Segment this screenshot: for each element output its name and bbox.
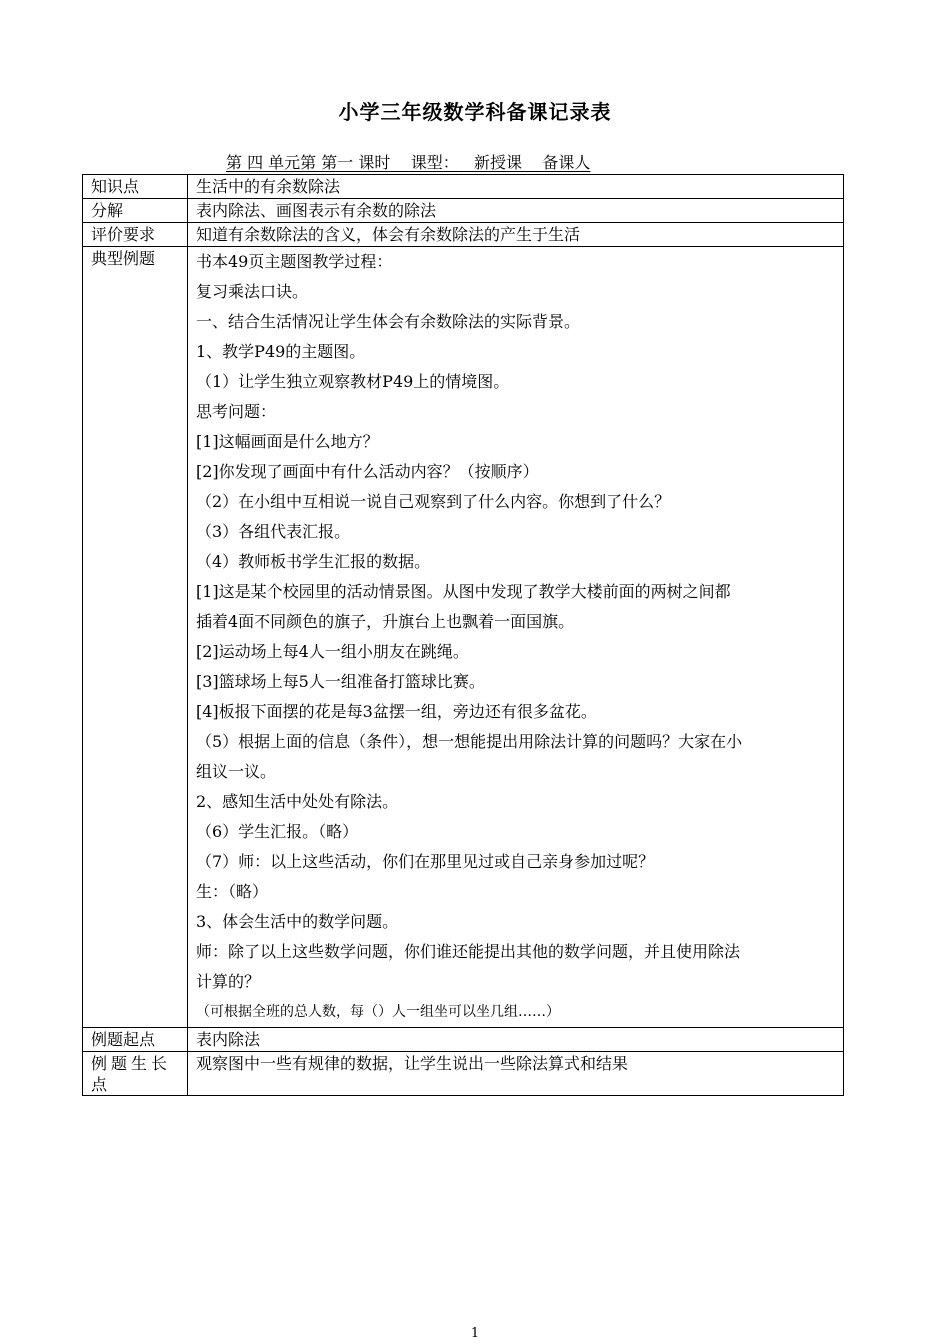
meta-preparer-label: 备课人 bbox=[542, 153, 591, 172]
example-line: （7）师：以上这些活动，你们在那里见过或自己亲身参加过呢？ bbox=[196, 852, 655, 871]
meta-type-value: 新授课 bbox=[473, 153, 522, 172]
example-line: （5）根据上面的信息（条件），想一想能提出用除法计算的问题吗？大家在小 bbox=[196, 732, 743, 751]
row-value: 生活中的有余数除法 bbox=[188, 175, 844, 199]
example-line: 计算的？ bbox=[196, 972, 261, 991]
row-label: 分解 bbox=[83, 199, 188, 223]
example-line: [1]这是某个校园里的活动情景图。从图中发现了教学大楼前面的两树之间都 bbox=[196, 582, 731, 601]
example-line: [2]你发现了画面中有什么活动内容？（按顺序） bbox=[196, 462, 539, 481]
example-note: （可根据全班的总人数，每（）人一组坐可以坐几组……） bbox=[196, 1004, 560, 1020]
row-label: 例题生长点 bbox=[83, 1052, 188, 1096]
table-row bbox=[83, 199, 844, 223]
example-line: 复习乘法口诀。 bbox=[196, 282, 309, 301]
example-line: [1]这幅画面是什么地方？ bbox=[196, 432, 379, 451]
table-row bbox=[83, 1028, 844, 1052]
example-line: 一、结合生活情况让学生体会有余数除法的实际背景。 bbox=[196, 312, 581, 331]
example-line: [4]板报下面摆的花是每3盆摆一组，旁边还有很多盆花。 bbox=[196, 702, 597, 721]
lesson-meta bbox=[226, 150, 590, 173]
example-line: （4）教师板书学生汇报的数据。 bbox=[196, 552, 431, 571]
example-body bbox=[188, 247, 844, 1028]
example-line: 书本49页主题图教学过程： bbox=[196, 252, 393, 271]
example-line: （3）各组代表汇报。 bbox=[196, 522, 351, 541]
meta-gap bbox=[522, 153, 542, 172]
row-value: 表内除法 bbox=[188, 1028, 844, 1052]
example-line: 1、教学P49的主题图。 bbox=[196, 342, 366, 361]
example-line: （2）在小组中互相说一说自己观察到了什么内容。你想到了什么？ bbox=[196, 492, 671, 511]
meta-gap bbox=[390, 153, 410, 172]
meta-type-label: 课型： bbox=[410, 153, 459, 172]
example-line: 师：除了以上这些数学问题，你们谁还能提出其他的数学问题，并且使用除法 bbox=[196, 942, 741, 961]
example-line: 生：（略） bbox=[196, 882, 269, 901]
meta-unit-lesson: 第 四 单元第 第一 课时 bbox=[226, 153, 391, 172]
example-line: [2]运动场上每4人一组小朋友在跳绳。 bbox=[196, 642, 469, 661]
row-label: 评价要求 bbox=[83, 223, 188, 247]
lesson-record-table bbox=[82, 174, 844, 1096]
example-line: 2、感知生活中处处有除法。 bbox=[196, 792, 399, 811]
row-label: 例题起点 bbox=[83, 1028, 188, 1052]
table-row bbox=[83, 1052, 844, 1096]
table-row bbox=[83, 247, 844, 1028]
table-row bbox=[83, 223, 844, 247]
example-line: 思考问题： bbox=[196, 402, 277, 421]
page-title: 小学三年级数学科备课记录表 bbox=[338, 100, 612, 124]
example-line: 组议一议。 bbox=[196, 762, 277, 781]
example-line: [3]篮球场上每5人一组准备打篮球比赛。 bbox=[196, 672, 485, 691]
example-line: 插着4面不同颜色的旗子，升旗台上也飘着一面国旗。 bbox=[196, 612, 575, 631]
example-line: （6）学生汇报。（略） bbox=[196, 822, 359, 841]
example-line: （1）让学生独立观察教材P49上的情境图。 bbox=[196, 372, 510, 391]
row-value: 观察图中一些有规律的数据，让学生说出一些除法算式和结果 bbox=[188, 1052, 844, 1096]
table-row bbox=[83, 175, 844, 199]
row-value: 知道有余数除法的含义，体会有余数除法的产生于生活 bbox=[188, 223, 844, 247]
row-label: 知识点 bbox=[83, 175, 188, 199]
example-line: 3、体会生活中的数学问题。 bbox=[196, 912, 399, 931]
row-label: 典型例题 bbox=[83, 247, 188, 1028]
page-number: 1 bbox=[470, 1326, 480, 1341]
meta-gap bbox=[459, 153, 474, 172]
row-value: 表内除法、画图表示有余数的除法 bbox=[188, 199, 844, 223]
